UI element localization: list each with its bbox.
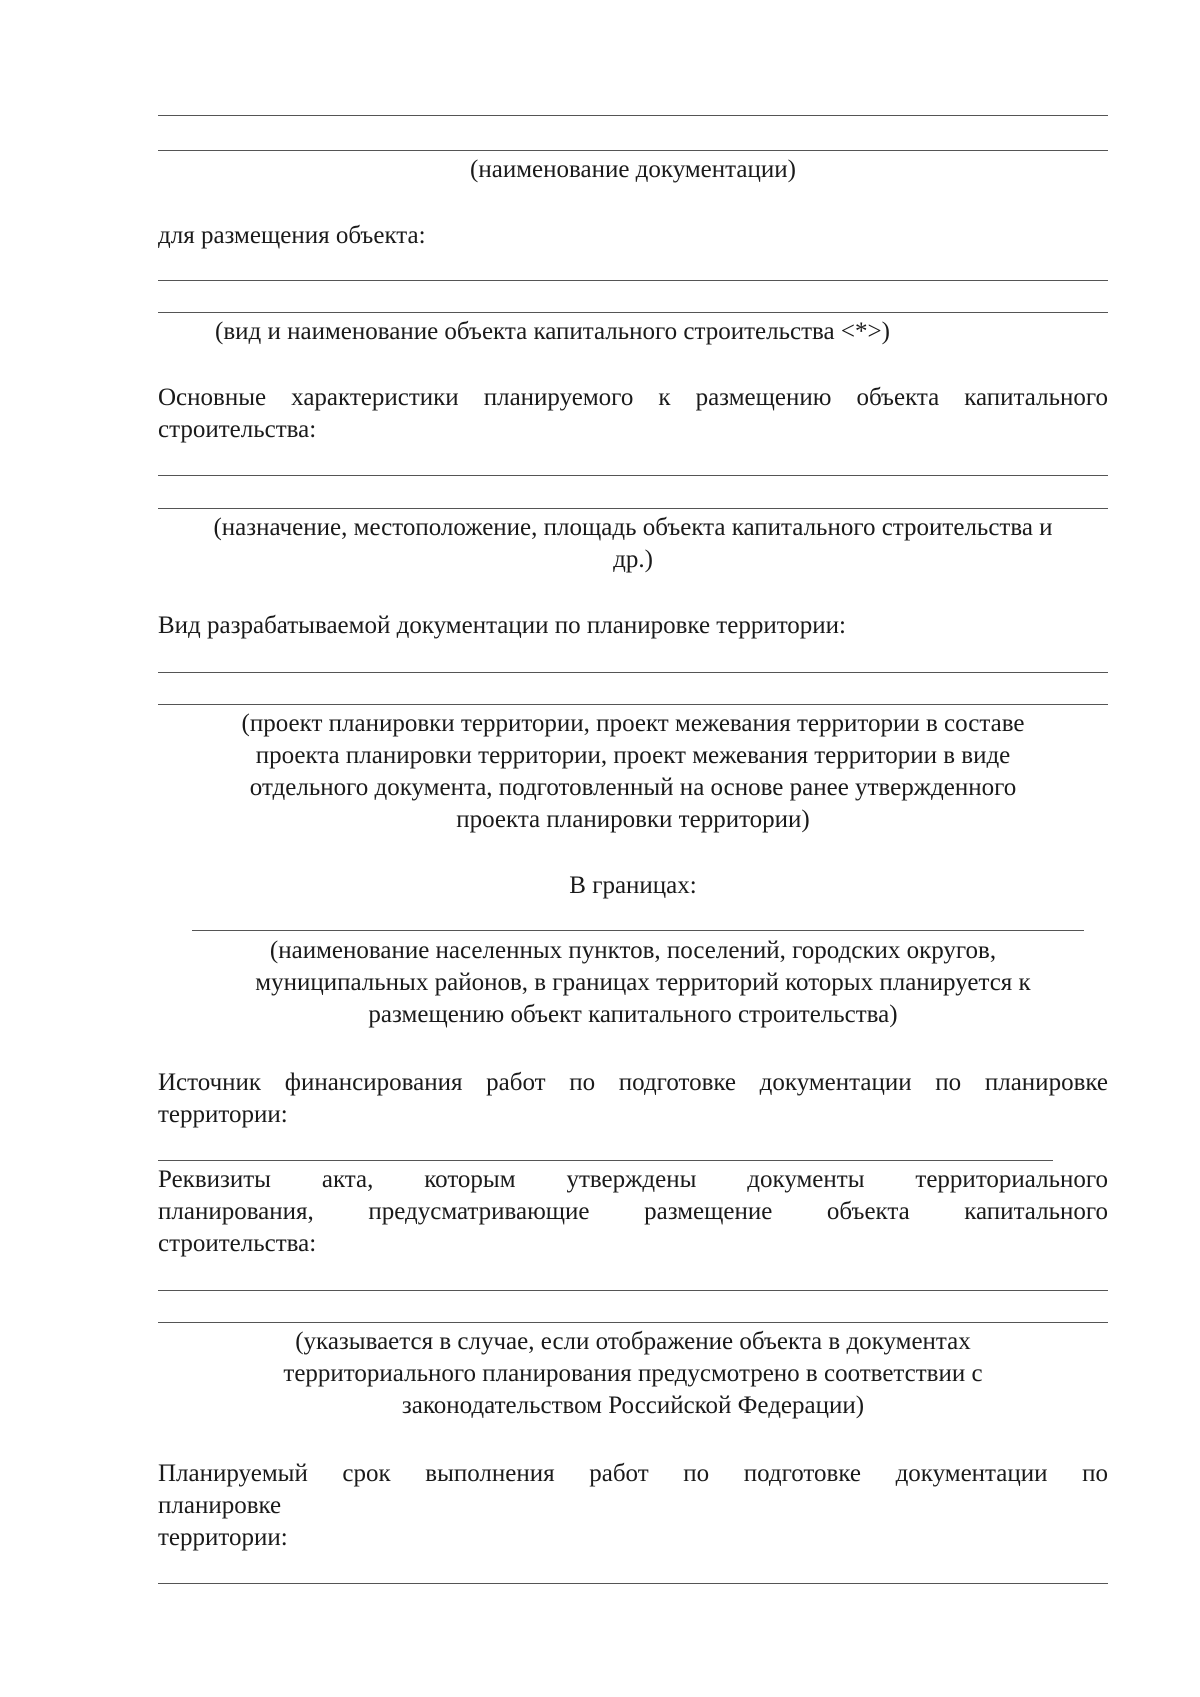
doc-type-field-line-2[interactable] [158, 704, 1108, 705]
object-field-line-2[interactable] [158, 312, 1108, 313]
object-caption: (вид и наименование объекта капитального строительства <*>) [215, 318, 890, 345]
requisites-caption-line-1: (указывается в случае, если отображение объекта в документах [295, 1328, 971, 1355]
characteristics-label-line-2: строительства: [158, 416, 317, 443]
funding-label-line-1: Источник финансирования работ по подготовке документации по планировке [158, 1069, 1108, 1096]
characteristics-caption-line-1: (назначение, местоположение, площадь объекта капитального строительства и [213, 514, 1053, 541]
bounds-field-line[interactable] [192, 930, 1084, 931]
document-name-caption: (наименование документации) [470, 156, 796, 183]
funding-field-line[interactable] [158, 1160, 1053, 1161]
document-name-field-line-2[interactable] [158, 150, 1108, 151]
deadline-field-line[interactable] [158, 1583, 1108, 1584]
requisites-label-line-3: строительства: [158, 1230, 317, 1257]
bounds-label: В границах: [569, 872, 697, 899]
bounds-caption-line-3: размещению объект капитального строительства) [368, 1001, 898, 1028]
doc-type-caption-line-2: проекта планировки территории, проект межевания территории в виде [255, 742, 1011, 769]
characteristics-caption-line-2: др.) [613, 546, 653, 573]
object-field-line-1[interactable] [158, 280, 1108, 281]
deadline-label-line-1: Планируемый срок выполнения работ по подготовке документации по [158, 1460, 1108, 1487]
requisites-field-line-2[interactable] [158, 1322, 1108, 1323]
requisites-field-line-1[interactable] [158, 1290, 1108, 1291]
bounds-caption-line-2: муниципальных районов, в границах территорий которых планируется к [255, 969, 1031, 996]
bounds-caption-line-1: (наименование населенных пунктов, поселений, городских округов, [269, 937, 997, 964]
characteristics-field-line-1[interactable] [158, 475, 1108, 476]
requisites-caption-line-2: территориального планирования предусмотрено в соответствии с [283, 1360, 983, 1387]
requisites-caption-line-3: законодательством Российской Федерации) [401, 1392, 865, 1419]
characteristics-label-line-1: Основные характеристики планируемого к размещению объекта капитального [158, 384, 1108, 411]
funding-label-line-2: территории: [158, 1101, 288, 1128]
doc-type-field-line-1[interactable] [158, 672, 1108, 673]
doc-type-label: Вид разрабатываемой документации по планировке территории: [158, 612, 847, 639]
deadline-label-line-2: планировке [158, 1492, 282, 1519]
requisites-label-line-1: Реквизиты акта, которым утверждены документы территориального [158, 1166, 1108, 1193]
doc-type-caption-line-1: (проект планировки территории, проект межевания территории в составе [241, 710, 1025, 737]
characteristics-field-line-2[interactable] [158, 508, 1108, 509]
object-label: для размещения объекта: [158, 222, 426, 249]
document-name-field-line-1[interactable] [158, 115, 1108, 116]
deadline-label-line-3: территории: [158, 1524, 288, 1551]
doc-type-caption-line-4: проекта планировки территории) [456, 806, 810, 833]
doc-type-caption-line-3: отдельного документа, подготовленный на основе ранее утвержденного [249, 774, 1017, 801]
requisites-label-line-2: планирования, предусматривающие размещение объекта капитального [158, 1198, 1108, 1225]
